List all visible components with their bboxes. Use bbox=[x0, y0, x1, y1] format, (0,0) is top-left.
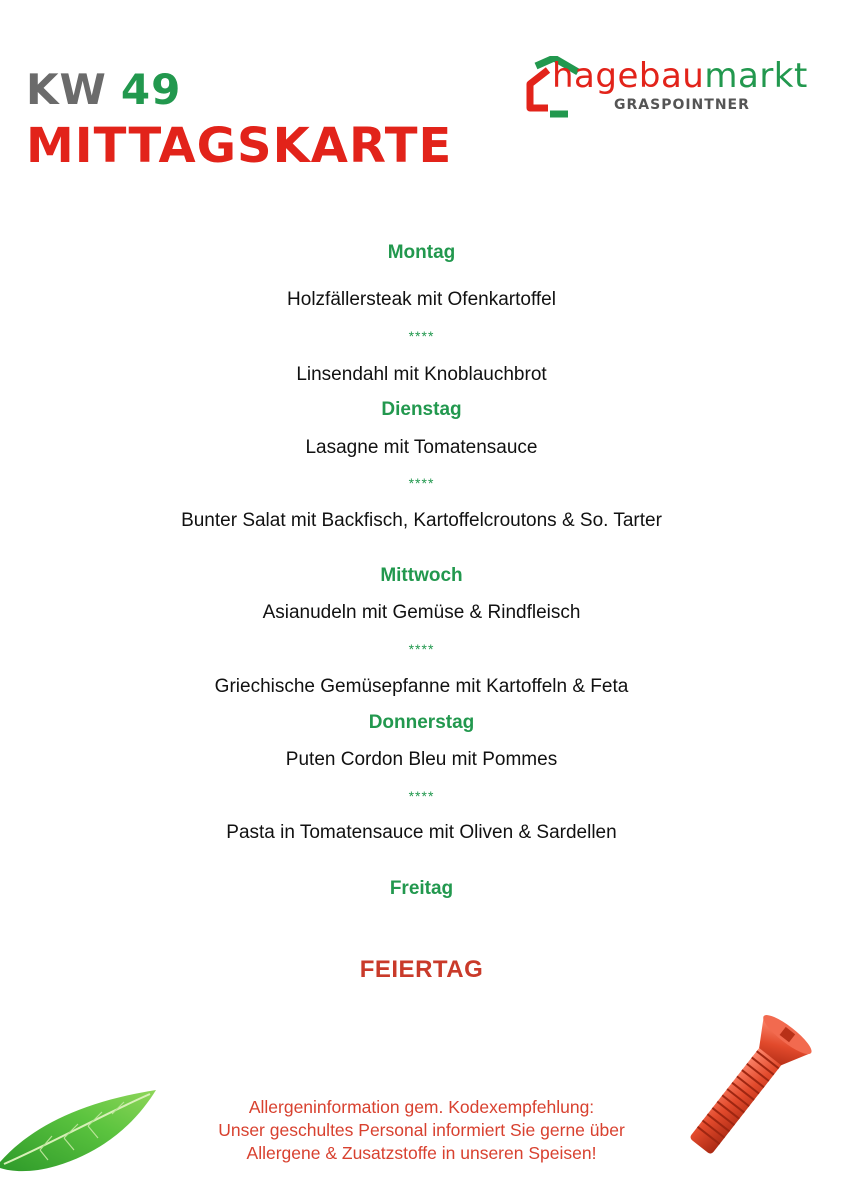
logo-word-markt: markt bbox=[704, 56, 808, 96]
dish-separator: **** bbox=[408, 475, 435, 491]
day-heading-tuesday: Dienstag bbox=[381, 399, 462, 420]
dish-tuesday-1: Lasagne mit Tomatensauce bbox=[305, 437, 538, 458]
logo-subtitle: GRASPOINTNER bbox=[614, 97, 750, 113]
logo-word-hagebau: hagebau bbox=[552, 56, 705, 96]
allergen-line: Unser geschultes Personal informiert Sie gerne über bbox=[218, 1120, 625, 1140]
holiday-notice: FEIERTAG bbox=[359, 956, 484, 983]
day-heading-friday: Freitag bbox=[389, 878, 454, 899]
dish-separator: **** bbox=[408, 641, 435, 657]
day-heading-thursday: Donnerstag bbox=[368, 712, 475, 733]
day-heading-wednesday: Mittwoch bbox=[380, 565, 463, 586]
week-value: 49 bbox=[120, 65, 182, 114]
dish-tuesday-2: Bunter Salat mit Backfisch, Kartoffelcroutons & So. Tarter bbox=[181, 510, 662, 531]
dish-thursday-1: Puten Cordon Bleu mit Pommes bbox=[285, 749, 558, 770]
allergen-line: Allergeninformation gem. Kodexempfehlung: bbox=[248, 1097, 595, 1117]
dish-thursday-2: Pasta in Tomatensauce mit Oliven & Sardellen bbox=[226, 822, 617, 843]
dish-monday-2: Linsendahl mit Knoblauchbrot bbox=[296, 364, 547, 385]
dish-separator: **** bbox=[408, 328, 435, 344]
screw-icon bbox=[668, 1005, 828, 1165]
dish-separator: **** bbox=[408, 788, 435, 804]
page-title: MITTAGSKARTE bbox=[26, 118, 453, 174]
dish-wednesday-1: Asianudeln mit Gemüse & Rindfleisch bbox=[262, 602, 581, 623]
day-heading-monday: Montag bbox=[387, 242, 456, 263]
leaf-icon bbox=[0, 1080, 160, 1175]
allergen-info bbox=[150, 1096, 693, 1165]
week-label: KW bbox=[26, 65, 107, 114]
dish-monday-1: Holzfällersteak mit Ofenkartoffel bbox=[287, 289, 556, 310]
dish-wednesday-2: Griechische Gemüsepfanne mit Kartoffeln & Feta bbox=[214, 676, 629, 697]
allergen-line: Allergene & Zusatzstoffe in unseren Speisen! bbox=[246, 1143, 597, 1163]
